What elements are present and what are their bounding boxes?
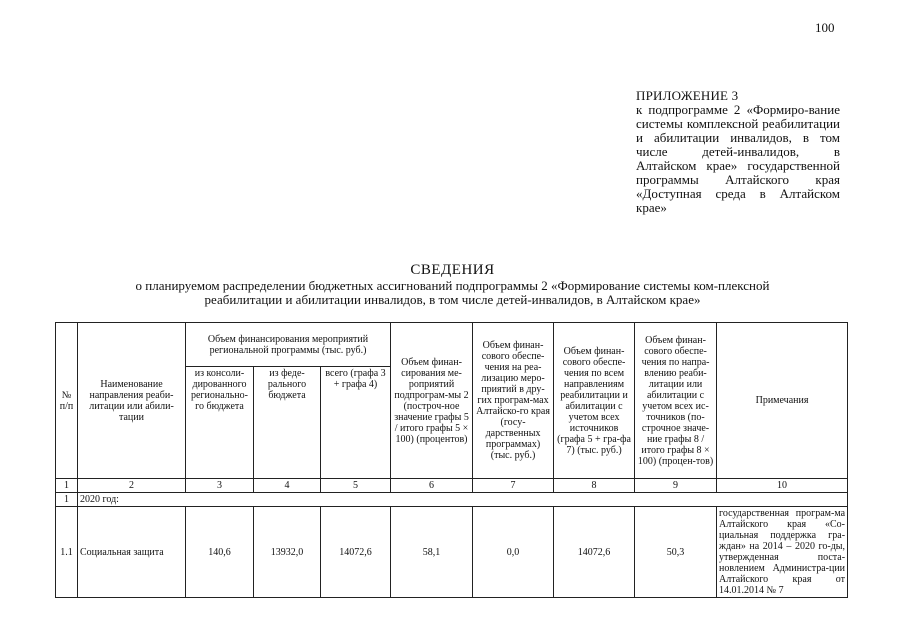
row-all-sources: 14072,6: [554, 507, 635, 598]
header-share-regional: Объем финан-сирования ме-роприятий подпрограм-мы 2 (построч-ное значение графы 5 / итого графы 5 × 100) (процентов): [391, 323, 473, 479]
section-num: 1: [56, 493, 78, 507]
row-share-total: 50,3: [635, 507, 717, 598]
header-other-programs: Объем финан-сового обеспе-чения на реа-лизацию меро-приятий в дру-гих програм-мах Алтайско-го края (госу-дарственных программах) (тыс. руб.): [473, 323, 554, 479]
column-number: 4: [254, 479, 321, 493]
row-total: 14072,6: [321, 507, 391, 598]
row-other-programs: 0,0: [473, 507, 554, 598]
row-federal: 13932,0: [254, 507, 321, 598]
row-name: Социальная защита: [78, 507, 186, 598]
header-name: Наименование направления реаби-литации или абили-тации: [78, 323, 186, 479]
header-federal: из феде-рального бюджета: [254, 367, 321, 479]
appendix-title: ПРИЛОЖЕНИЕ 3: [636, 88, 739, 103]
section-label: 2020 год:: [78, 493, 848, 507]
column-number: 9: [635, 479, 717, 493]
header-num: № п/п: [56, 323, 78, 479]
row-num: 1.1: [56, 507, 78, 598]
budget-table: [55, 322, 848, 598]
header-row-1: [56, 323, 848, 367]
column-number: 1: [56, 479, 78, 493]
column-number: 8: [554, 479, 635, 493]
column-number: 10: [717, 479, 848, 493]
document-subtitle: о планируемом распределении бюджетных ассигнований подпрограммы 2 «Формирование системы ком-плексной реабилитации и абилитации инвалидов, в том числе детей-инвалидов, в Алтайском крае»: [135, 278, 770, 307]
column-number: 5: [321, 479, 391, 493]
section-row: [56, 493, 848, 507]
table-row: [56, 507, 848, 598]
header-total: всего (графа 3 + графа 4): [321, 367, 391, 479]
row-share-regional: 58,1: [391, 507, 473, 598]
header-funding-group: Объем финансирования мероприятий региональной программы (тыс. руб.): [186, 323, 391, 367]
document-heading: [0, 262, 905, 307]
document-title: СВЕДЕНИЯ: [410, 262, 495, 278]
row-notes: государственная програм-ма Алтайского края «Со-циальная поддержка гра-ждан» на 2014 – 2020 го-ды, утвержденная поста-новлением Администра-ции Алтайского края от 14.01.2014 № 7: [717, 507, 848, 598]
header-notes: Примечания: [717, 323, 848, 479]
column-number: 2: [78, 479, 186, 493]
column-number: 6: [391, 479, 473, 493]
header-all-sources: Объем финан-сового обеспе-чения по всем направлениям реабилитации и абилитации с учетом всех источников (графа 5 + гра-фа 7) (тыс. руб.): [554, 323, 635, 479]
page-number: 100: [815, 20, 835, 35]
appendix-text: к подпрограмме 2 «Формиро-вание системы комплексной реабилитации и абилитации инвалидов, в том числе детей-инвалидов, в Алтайском крае» государственной программы Алтайского края «Доступная среда в Алтайском крае»: [636, 102, 840, 215]
column-number: 3: [186, 479, 254, 493]
header-share-total: Объем финан-сового обеспе-чения по напра-влению реаби-литации или абилитации с учетом всех ис-точников (по-строчное значе-ние графы 8 / итого графы 8 × 100) (процен-тов): [635, 323, 717, 479]
column-number-row: [56, 479, 848, 493]
column-number: 7: [473, 479, 554, 493]
row-consolidated: 140,6: [186, 507, 254, 598]
header-consolidated: из консоли-дированного регионально-го бюджета: [186, 367, 254, 479]
appendix-block: [636, 89, 840, 215]
